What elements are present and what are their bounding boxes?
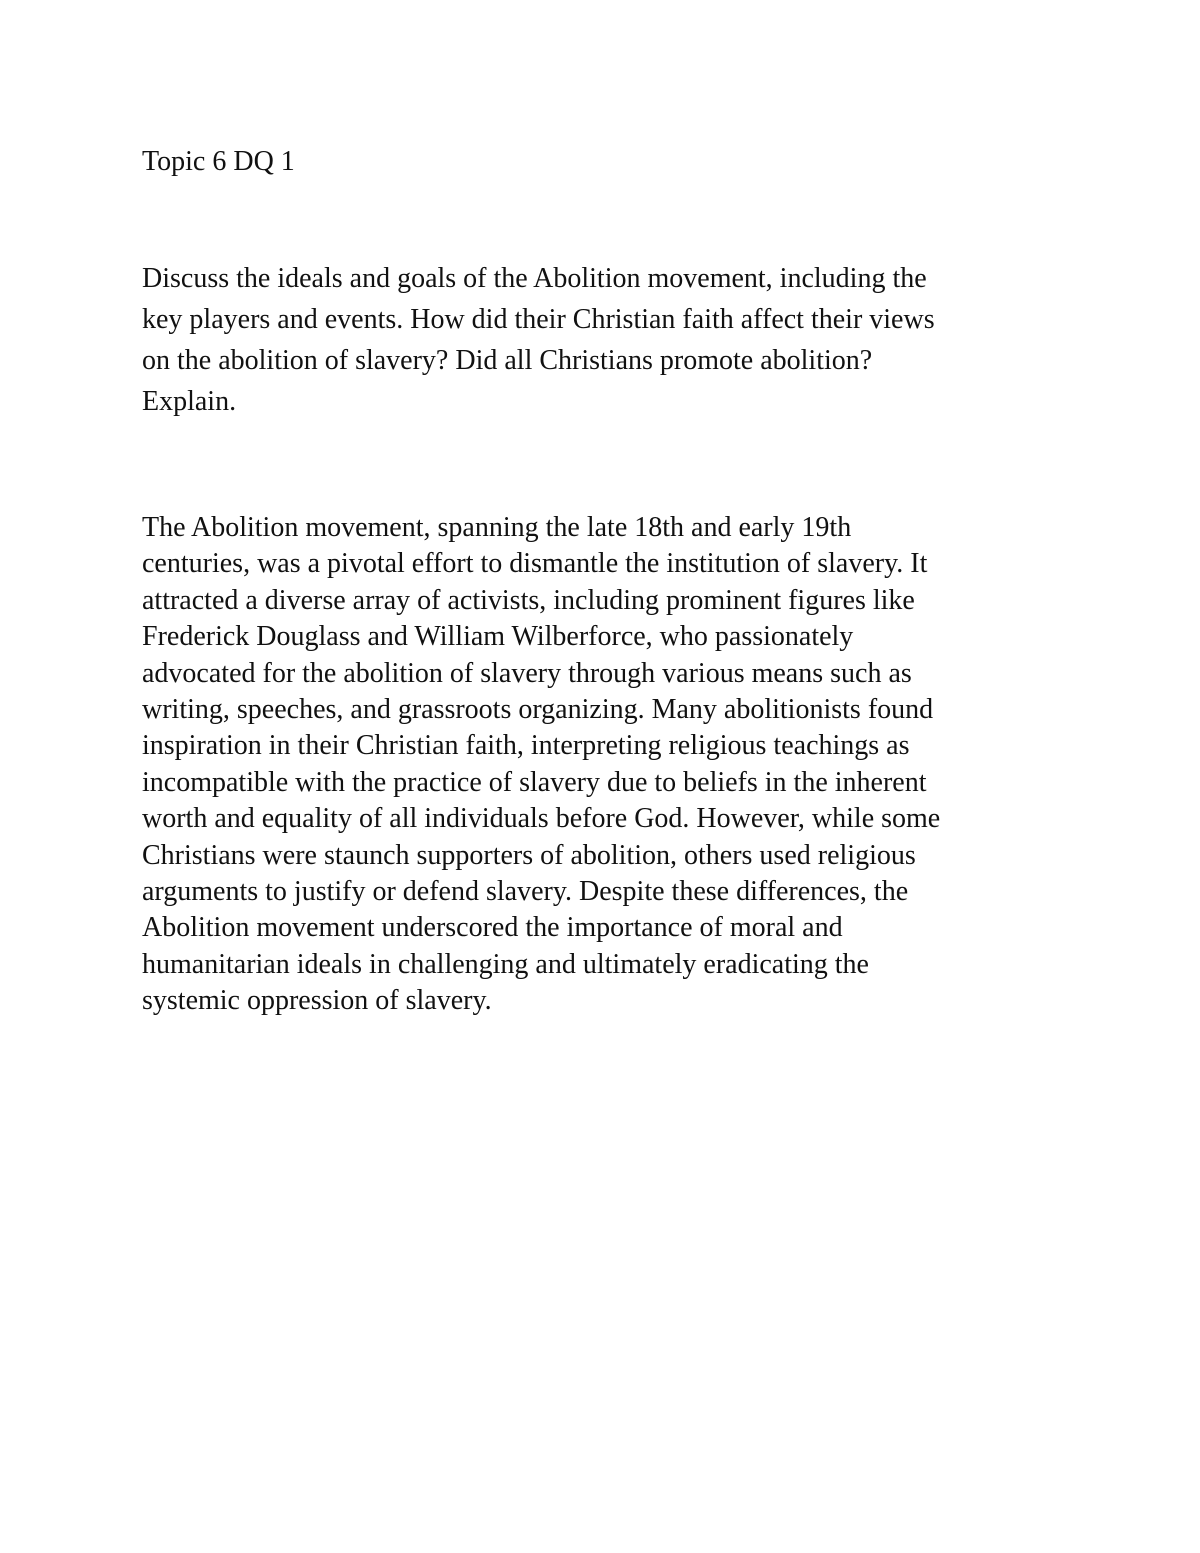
question-line: Explain. [142, 386, 237, 417]
question-line: on the abolition of slavery? Did all Christians promote abolition? [142, 345, 873, 376]
answer-line: incompatible with the practice of slavery due to beliefs in the inherent [142, 766, 927, 798]
answer-line: systemic oppression of slavery. [142, 985, 492, 1017]
answer-line: Abolition movement underscored the importance of moral and [142, 912, 843, 944]
answer-line: humanitarian ideals in challenging and ultimately eradicating the [142, 948, 869, 980]
answer-line: writing, speeches, and grassroots organizing. Many abolitionists found [142, 694, 934, 726]
answer-line: attracted a diverse array of activists, including prominent figures like [142, 584, 915, 616]
answer-paragraph [142, 510, 940, 1020]
discussion-question [142, 258, 935, 422]
answer-line: advocated for the abolition of slavery through various means such as [142, 657, 912, 689]
answer-line: The Abolition movement, spanning the late 18th and early 19th [142, 512, 852, 543]
document-title: Topic 6 DQ 1 [142, 146, 295, 177]
question-line: Discuss the ideals and goals of the Abolition movement, including the [142, 263, 927, 294]
question-line: key players and events. How did their Christian faith affect their views [142, 304, 935, 335]
answer-line: worth and equality of all individuals before God. However, while some [142, 803, 941, 835]
answer-line: centuries, was a pivotal effort to dismantle the institution of slavery. It [142, 548, 928, 580]
answer-line: arguments to justify or defend slavery. Despite these differences, the [142, 876, 909, 908]
answer-line: Frederick Douglass and William Wilberforce, who passionately [142, 621, 854, 653]
answer-line: inspiration in their Christian faith, interpreting religious teachings as [142, 730, 910, 762]
answer-line: Christians were staunch supporters of abolition, others used religious [142, 839, 916, 871]
